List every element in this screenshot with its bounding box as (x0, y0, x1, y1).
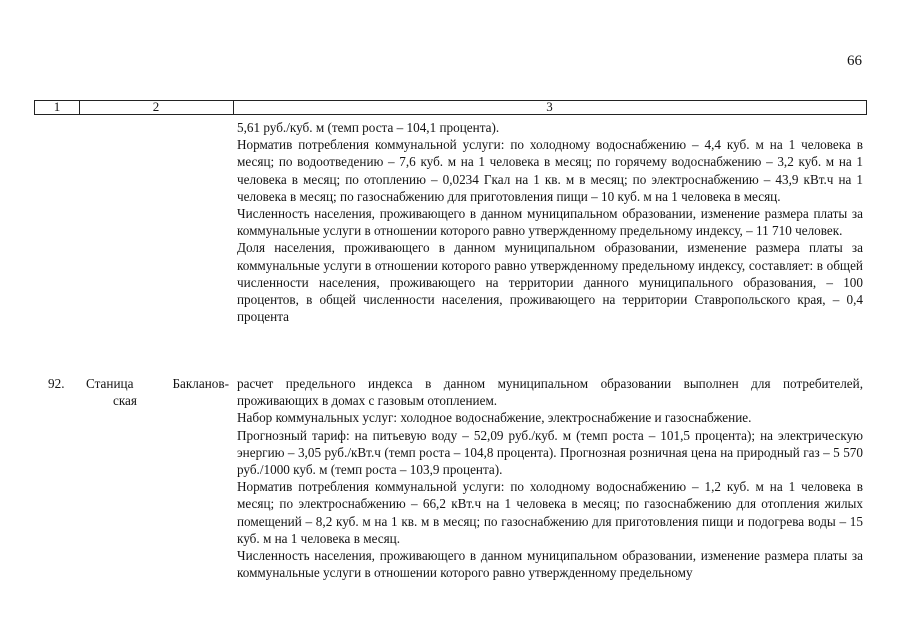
header-col-1: 1 (53, 99, 61, 114)
row-number: 92. (48, 376, 65, 391)
row-92-description (237, 375, 863, 581)
paragraph: Доля населения, проживающего в данном муниципальном образовании, изменение размера платы за коммунальные услуги в отношении которого равно утвержденному предельному индексу, составляет: в общей численности населения, проживающего на территории данного муниципального образования, – 100 процентов, в общей численности населения, проживающего на территории Ставропольского края, – 0,4 процента (237, 240, 863, 325)
continued-description (237, 119, 863, 325)
table-header-row (34, 100, 867, 115)
paragraph: Численность населения, проживающего в данном муниципальном образовании, изменение размера платы за коммунальные услуги в отношении которого равно утвержденному предельному индексу, – 11 710 человек. (237, 206, 863, 239)
paragraph: Прогнозный тариф: на питьевую воду – 52,09 руб./куб. м (темп роста – 101,5 процента); на электрическую энергию – 3,05 руб./кВт.ч (темп роста – 104,8 процента). Прогнозная розничная цена на природный газ – 5 570 руб./1000 куб. м (темп роста – 103,9 процента). (237, 427, 863, 478)
paragraph: Норматив потребления коммунальной услуги: по холодному водоснабжению – 1,2 куб. м на 1 человека в месяц; по электроснабжению – 66,2 кВт.ч на 1 человека в месяц; по газоснабжению для отопления жилых помещений – 8,2 куб. м на 1 кв. м в месяц; по газоснабжению для приготовления пищи и подогрева воды – 15 куб. м на 1 человека в месяц. (237, 479, 863, 546)
paragraph: Численность населения, проживающего в данном муниципальном образовании, изменение размера платы за коммунальные услуги в отношении которого равно утвержденному предельному (237, 548, 863, 581)
municipality-name-word2: Бакланов- (172, 376, 229, 391)
paragraph: Норматив потребления коммунальной услуги: по холодному водоснабжению – 4,4 куб. м на 1 человека в месяц; по водоотведению – 7,6 куб. м на 1 человека в месяц; по горячему водоснабжению – 3,2 куб. м на 1 человека в месяц; по отоплению – 0,0234 Гкал на 1 кв. м в месяц; по электроснабжению – 43,9 кВт.ч на 1 человека в месяц; по газоснабжению для приготовления пищи – 10 куб. м на 1 человека в месяц. (237, 137, 863, 204)
municipality-name-word1: Станица (86, 376, 134, 391)
paragraph: Набор коммунальных услуг: холодное водоснабжение, электроснабжение и газоснабжение. (237, 410, 752, 426)
municipality-name (86, 375, 229, 409)
paragraph: расчет предельного индекса в данном муниципальном образовании выполнен для потребителей, проживающих в домах с газовым отоплением. (237, 376, 863, 409)
municipality-name-word2-continuation: ская (113, 393, 137, 409)
paragraph: 5,61 руб./куб. м (темп роста – 104,1 процента). (237, 120, 500, 135)
header-col-3: 3 (546, 99, 553, 114)
page-number: 66 (847, 53, 862, 69)
header-col-2: 2 (152, 99, 160, 114)
